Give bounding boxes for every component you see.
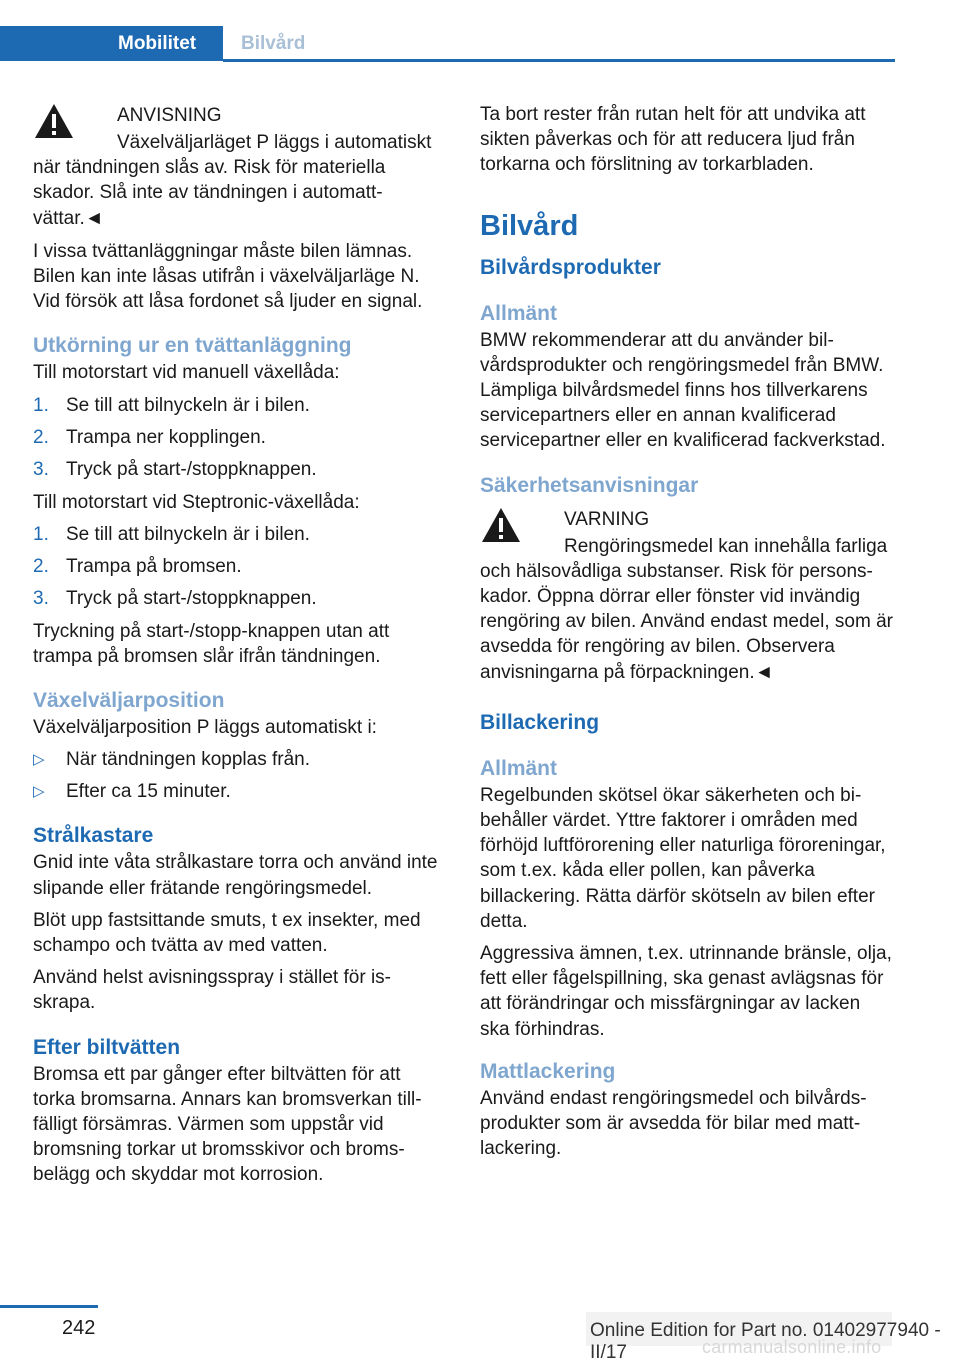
paragraph: I vissa tvättanläggningar måste bilen lämnas. Bilen kan inte låsas utifrån i växelväljarläge N. Vid försök att låsa fordonet så ljuder en signal.: [33, 240, 423, 313]
section-tab-bilvard: Bilvård: [223, 26, 895, 61]
paragraph: Tryckning på start-/stopp-knappen utan att trampa på bromsen slår ifrån tändningen.: [33, 620, 390, 668]
bullet-triangle-icon: ▷: [33, 751, 45, 769]
warning-title: ANVISNING: [117, 105, 222, 126]
list-item: ▷ Efter ca 15 minuter.: [33, 776, 445, 808]
paragraph: Gnid inte våta strålkastare torra och använd inte slipande eller frätande rengöringsmedel.: [33, 852, 438, 899]
steptronic-steps-list: [33, 519, 445, 615]
warning-note: [480, 506, 895, 685]
paragraph: Blöt upp fastsittande smuts, t ex insekter, med schampo och tvätta av med vatten.: [33, 909, 421, 957]
list-item: 1. Se till att bilnyckeln är i bilen.: [33, 523, 310, 545]
page-number: 242: [62, 1317, 96, 1339]
warning-text: när tändningen slås av. Risk för materiella skador. Slå inte av tändningen i automattvättar.◄: [33, 157, 386, 229]
warning-note: [33, 102, 445, 231]
right-column: [480, 102, 895, 1168]
warning-lead: Rengöringsmedel kan innehålla farliga: [564, 535, 888, 557]
paragraph: Växelväljarposition P läggs automatiskt i:: [33, 717, 377, 739]
paragraph: Bromsa ett par gånger efter biltvätten för att torka bromsarna. Annars kan bromsverkan tillfälligt försämras. Värmen som uppstår vid bromsning torkar ut bromsskivor och bromsbelägg och skyddar mot korrosion.: [33, 1063, 422, 1186]
bullet-triangle-icon: ▷: [33, 783, 45, 801]
section-tab-mobilitet: Mobilitet: [0, 26, 223, 61]
left-column: [33, 102, 445, 1195]
list-item: 3. Tryck på start-/stoppknappen.: [33, 458, 317, 480]
footer-rule: [0, 1305, 98, 1308]
list-item: 2. Trampa ner kopplingen.: [33, 426, 266, 448]
heading-billackering: Billackering: [480, 710, 600, 734]
warning-triangle-icon: [480, 506, 522, 544]
list-item: 2. Trampa på bromsen.: [33, 555, 242, 577]
paragraph: Aggressiva ämnen, t.ex. utrinnande bränsle, olja, fett eller fågelspillning, ska genast avlägsnas för att förändringar och missfärgningar av lacken ska förhindras.: [480, 943, 892, 1040]
list-item: 3. Tryck på start-/stoppknappen.: [33, 587, 317, 609]
heading-sakerhetsanvisningar: Säkerhetsanvisningar: [480, 473, 699, 497]
heading-utkorning: Utkörning ur en tvättanläggning: [33, 334, 352, 358]
warning-lead: Växelväljarläget P läggs i automatiskt: [117, 132, 432, 153]
paragraph: Använd helst avisningsspray i stället för isskrapa.: [33, 967, 391, 1014]
heading-allmant: Allmänt: [480, 301, 558, 325]
paragraph: Regelbunden skötsel ökar säkerheten och bibehåller värdet. Yttre faktorer i områden med förhöjd luftförorening eller naturliga föroreningar, som t.ex. kåda eller pollen, kan påverka billackering. Rätta därför skötseln av bilen efter detta.: [480, 784, 886, 932]
edition-text: Online Edition for Part no. 01402977940 - II/17: [590, 1320, 941, 1362]
paragraph: Använd endast rengöringsmedel och bilvårdsprodukter som är avsedda för bilar med mattlackering.: [480, 1087, 867, 1160]
heading-stralkastare: Strålkastare: [33, 824, 154, 848]
manual-steps-list: [33, 390, 445, 486]
paragraph: Ta bort rester från rutan helt för att undvika att sikten påverkas och för att reducera ljud från torkarna och förslitning av torkarbladen.: [480, 104, 866, 176]
heading-mattlackering: Mattlackering: [480, 1059, 616, 1083]
list-item: 1. Se till att bilnyckeln är i bilen.: [33, 394, 310, 416]
paragraph: Till motorstart vid Steptronic-växellåda:: [33, 491, 360, 513]
heading-allmant: Allmänt: [480, 756, 558, 780]
list-item: ▷ När tändningen kopplas från.: [33, 744, 445, 776]
warning-text: och hälsovådliga substanser. Risk för personskador. Öppna dörrar eller fönster vid invändig rengöring av bilen. Använd endast medel, som är avsedda för rengöring av bilen. Observera anvisningarna på förpackningen.◄: [480, 560, 893, 683]
vaxel-list: [33, 744, 445, 808]
heading-bilvard: Bilvård: [480, 209, 579, 242]
paragraph: BMW rekommenderar att du använder bilvårdsprodukter och rengöringsmedel från BMW. Lämpliga bilvårdsmedel finns hos tillverkarens servicepartners eller en annan kvalificerad servicepartner eller en kvalificerad fackverkstad.: [480, 329, 886, 452]
warning-title: VARNING: [564, 508, 650, 530]
heading-vaxelvaljarposition: Växelväljarposition: [33, 689, 225, 713]
header-rule: [223, 59, 895, 62]
heading-bilvardsprodukter: Bilvårdsprodukter: [480, 255, 661, 279]
watermark-text: carmanualsonline.info: [702, 1337, 882, 1357]
paragraph: Till motorstart vid manuell växellåda:: [33, 362, 340, 384]
page-header: [0, 0, 960, 64]
warning-triangle-icon: [33, 102, 75, 140]
heading-efter-biltvatten: Efter biltvätten: [33, 1035, 181, 1059]
